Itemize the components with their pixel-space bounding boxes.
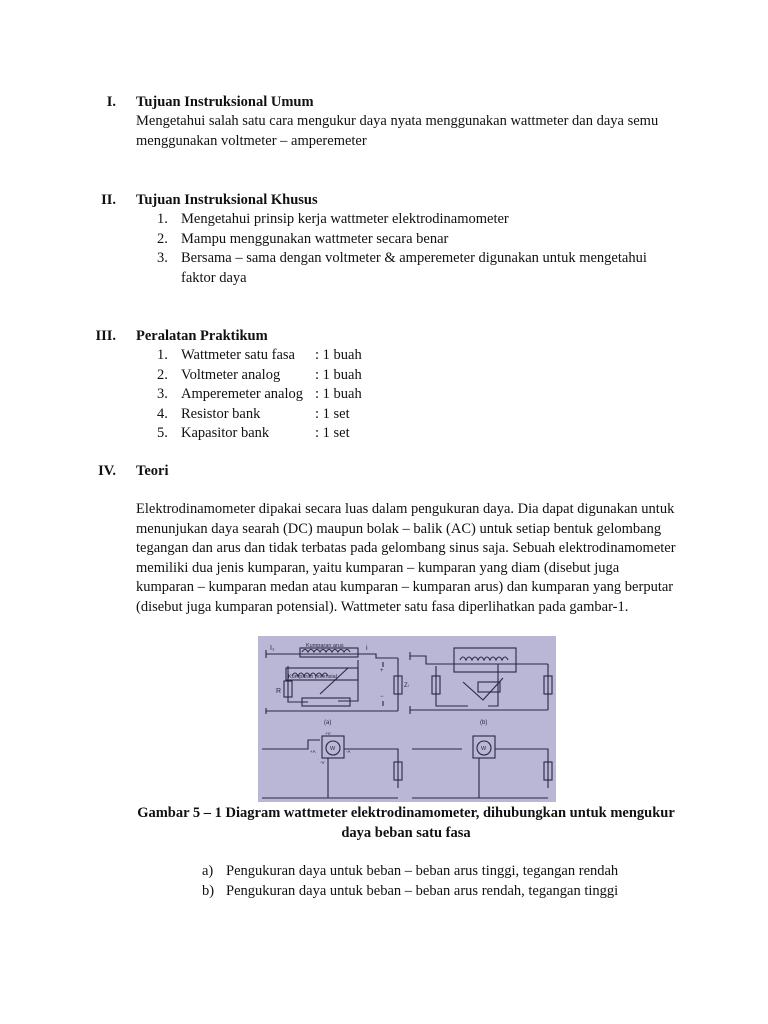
list-item-number: 1.	[157, 347, 168, 363]
list-item-number: 5.	[157, 425, 168, 441]
label-plus-v: +V	[325, 731, 331, 736]
section-2-title: Tujuan Instruksional Khusus	[136, 192, 318, 208]
list-item-text: Mampu menggunakan wattmeter secara benar	[181, 230, 449, 247]
list-item-number: 3.	[157, 250, 168, 266]
equipment-qty: : 1 buah	[315, 386, 362, 402]
equipment-qty: : 1 buah	[315, 347, 362, 363]
equipment-qty: : 1 buah	[315, 366, 362, 383]
list-item-number: 3.	[157, 386, 168, 402]
list-item-text: Mengetahui prinsip kerja wattmeter elektrodinamometer	[181, 211, 509, 227]
list-item	[136, 210, 676, 230]
list-item	[136, 249, 676, 288]
section-1-title: Tujuan Instruksional Umum	[136, 94, 314, 110]
list-item	[136, 424, 676, 444]
section-3-title: Peralatan Praktikum	[136, 328, 268, 344]
figure-caption: Gambar 5 – 1 Diagram wattmeter elektrodinamometer, dihubungkan untuk mengukur daya beban satu fasa	[137, 805, 675, 841]
list-item	[136, 366, 676, 386]
section-1-number: I.	[106, 94, 116, 110]
equipment-name: Amperemeter analog	[181, 386, 303, 402]
equipment-name: Wattmeter satu fasa	[181, 347, 295, 363]
section-1-body: Mengetahui salah satu cara mengukur daya nyata menggunakan wattmeter dan daya semu menggunakan voltmeter – amperemeter	[136, 113, 659, 149]
wattmeter-w-right: W	[481, 746, 487, 752]
list-item-number: b)	[202, 882, 215, 899]
wattmeter-diagram	[258, 636, 556, 802]
wattmeter-w-left: W	[330, 746, 336, 752]
label-minus: −	[380, 694, 384, 700]
label-a: (a)	[324, 720, 332, 726]
list-item-text: Pengukuran daya untuk beban – beban arus tinggi, tegangan rendah	[226, 863, 619, 879]
label-minus-v: -V	[320, 760, 325, 765]
label-b: (b)	[480, 720, 488, 726]
label-kumparan-potensial: Kumparan potensial	[288, 674, 337, 680]
list-item	[202, 882, 618, 902]
objectives-list	[136, 210, 676, 288]
equipment-qty: : 1 set	[315, 405, 350, 422]
list-item-number: a)	[202, 863, 214, 879]
list-item	[202, 862, 618, 882]
label-i: i	[366, 645, 368, 652]
equipment-qty: : 1 set	[315, 425, 350, 441]
list-item-number: 4.	[157, 405, 168, 422]
label-plus-a: +A	[310, 749, 316, 754]
equipment-name: Kapasitor bank	[181, 425, 270, 441]
section-4-title: Teori	[136, 463, 169, 479]
list-item	[136, 230, 676, 250]
label-plus: +	[380, 668, 384, 674]
list-item-text: Bersama – sama dengan voltmeter & amperemeter digunakan untuk mengetahui faktor daya	[181, 250, 647, 286]
equipment-name: Voltmeter analog	[181, 366, 281, 383]
list-item	[136, 405, 676, 425]
list-item	[136, 346, 676, 366]
list-item-number: 2.	[157, 230, 168, 247]
notes-list	[202, 862, 618, 901]
equipment-name: Resistor bank	[181, 405, 261, 422]
label-minus-a: -A	[346, 749, 351, 754]
label-kumparan-arus: Kumparan arus	[306, 643, 344, 649]
label-zl: Zₗ	[404, 683, 409, 689]
section-4-body: Elektrodinamometer dipakai secara luas dalam pengukuran daya. Dia dapat digunakan untuk menunjukan daya searah (DC) maupun bolak – balik (AC) untuk setiap bentuk gelombang tegangan dan arus dan tidak terbatas pada gelombang sinus saja. Sebuah elektrodinamometer memiliki dua jenis kumparan, yaitu kumparan – kumparan yang diam (disebut juga kumparan – kumparan medan atau kumparan – kumparan arus) dan kumparan yang berputar (disebut juga kumparan potensial). Wattmeter satu fasa diperlihatkan pada gambar-1.	[136, 501, 676, 615]
section-3-number: III.	[95, 328, 116, 344]
list-item-number: 1.	[157, 211, 168, 227]
list-item	[136, 385, 676, 405]
diagram-background	[258, 636, 556, 802]
label-r: R	[276, 688, 282, 695]
list-item-text: Pengukuran daya untuk beban – beban arus rendah, tegangan tinggi	[226, 882, 619, 899]
list-item-number: 2.	[157, 366, 168, 383]
label-i1: I₁	[270, 645, 275, 652]
section-4-number: IV.	[98, 463, 116, 479]
section-2-number: II.	[101, 192, 116, 208]
equipment-list	[136, 346, 676, 444]
